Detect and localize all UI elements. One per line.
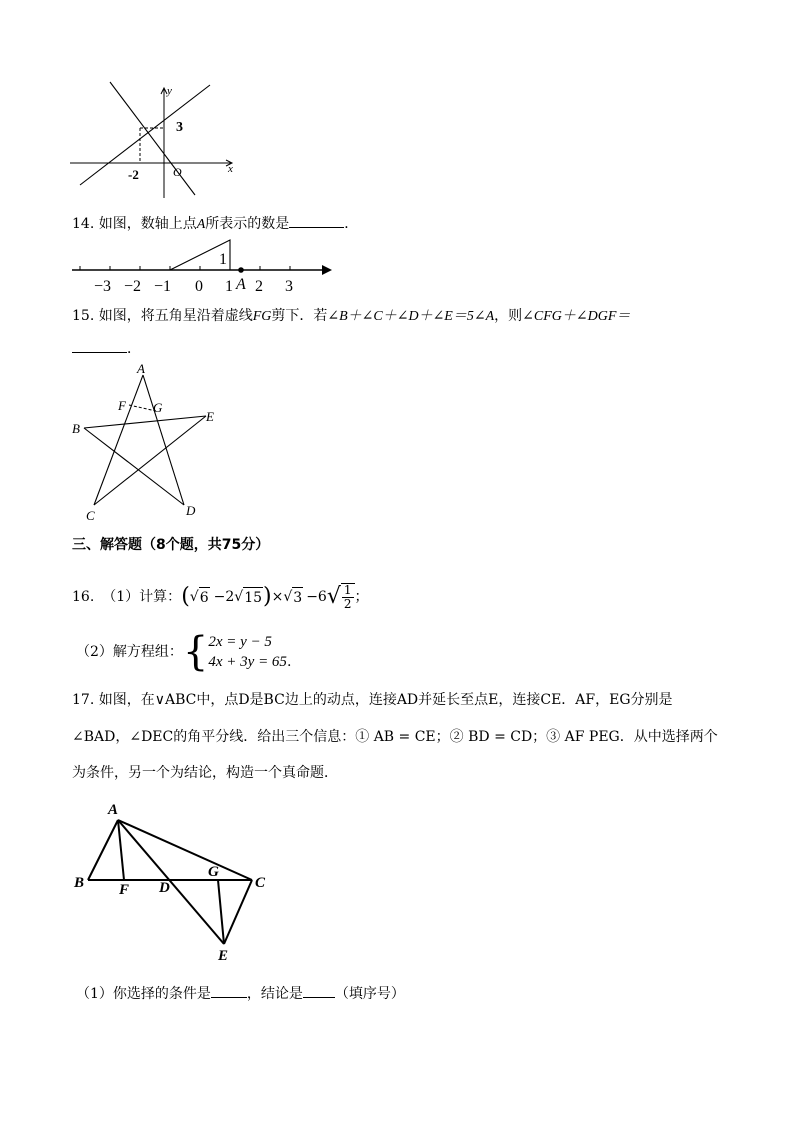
expr-close-paren: ) [263, 584, 272, 609]
fig17-label-b: B [74, 875, 85, 891]
q17-line1 [72, 690, 673, 710]
q15-end: ． [127, 341, 141, 357]
q15-text-c: ，则 [494, 308, 523, 324]
q16-end: . [286, 654, 292, 670]
fig17-label-c: C [255, 875, 266, 891]
sqrt-sign-3: √ [283, 589, 293, 605]
q16-part2-label: （2）解方程组： [76, 644, 183, 660]
q17-sub1-text-c: （填序号） [334, 986, 405, 1002]
q17-number: 17. [72, 692, 95, 708]
radicand-6: 6 [199, 587, 210, 608]
q17-line1-text: 如图，在∨ABC中，点D是BC边上的动点，连接AD并延长至点E，连接CE．AF，EG分别是 [98, 692, 673, 708]
q14-text [72, 213, 358, 235]
equation-2: 4x + 3y = 65 [208, 654, 287, 670]
condition-answer-blank[interactable] [211, 983, 247, 998]
q15-text [72, 306, 630, 327]
point-a-label: A [236, 276, 246, 293]
q15-line-fg: FG [252, 309, 272, 324]
radicand-3: 3 [292, 587, 303, 608]
q16-part1-label: （1）计算： [102, 589, 182, 605]
q14-number: 14. [72, 216, 95, 232]
q15-number: 15. [72, 308, 95, 324]
q17-sub1-text-b: ，结论是 [246, 986, 303, 1002]
q16-number: 16. [72, 589, 95, 605]
q15-answer-blank[interactable] [72, 338, 127, 353]
tick-label-0: 0 [195, 278, 203, 295]
label-neg2: -2 [128, 167, 139, 182]
star-label-f: F [118, 398, 126, 413]
fig17-label-d: D [159, 880, 170, 896]
q14-text-a: 如图，数轴上点 [98, 216, 197, 232]
tick-label-3: 3 [285, 278, 293, 295]
star-label-d: D [186, 503, 196, 518]
star-label-b: B [72, 421, 80, 436]
tick-label-neg2: −2 [124, 278, 142, 295]
axis-x-label: x [228, 163, 233, 175]
q14-text-b: 所表示的数是 [205, 216, 290, 232]
section-three-heading: 三、解答题（8个题，共75分） [72, 537, 270, 553]
q17-line2: ∠BAD，∠DEC的角平分线．给出三个信息：① AB = CE；② BD = CD；③ AF PEG．从中选择两个 [72, 729, 718, 745]
q15-condition: ∠B＋∠C＋∠D＋∠E＝5∠A [327, 309, 495, 324]
q13-coordinate-figure [70, 80, 245, 200]
expr-end: ； [354, 589, 369, 605]
radicand-15: 15 [243, 587, 263, 608]
axis-y-label: y [167, 85, 172, 97]
label-3: 3 [176, 120, 183, 135]
fig17-label-a: A [108, 802, 119, 818]
q15-text-b: 剪下．若 [271, 308, 328, 324]
expr-minus-2: −2 [213, 589, 235, 605]
q17-triangle-figure [70, 798, 285, 963]
star-label-c: C [86, 508, 95, 523]
star-label-e: E [206, 409, 214, 424]
conclusion-answer-blank[interactable] [303, 983, 335, 998]
q14-end: ． [344, 216, 359, 232]
tick-label-2: 2 [255, 278, 263, 295]
expr-open-paren: ( [181, 584, 190, 609]
expr-minus-6: −6 [306, 589, 327, 605]
origin-label: O [173, 165, 182, 179]
q16-part2 [76, 628, 291, 676]
triangle-side-label: 1 [219, 251, 227, 268]
q15-question: ∠CFG＋∠DGF＝ [522, 309, 631, 324]
frac-numerator: 1 [343, 583, 352, 597]
q15-text-a: 如图，将五角星沿着虚线 [98, 308, 253, 324]
expr-times: × [271, 589, 284, 605]
sqrt-sign-1: √ [189, 589, 199, 605]
q17-line3: 为条件，另一个为结论，构造一个真命题． [72, 765, 338, 781]
tick-label-1: 1 [225, 278, 233, 295]
frac-denominator: 2 [343, 597, 352, 611]
fig17-label-g: G [208, 864, 219, 880]
equation-system [208, 632, 287, 672]
tick-label-neg3: −3 [94, 278, 112, 295]
system-brace: { [182, 629, 209, 675]
star-label-g: G [153, 400, 163, 415]
q14-var-a: A [196, 217, 206, 232]
q14-number-line [70, 238, 335, 296]
sqrt-sign-4: √ [326, 584, 341, 609]
q14-answer-blank[interactable] [289, 213, 344, 228]
equation-1: 2x = y − 5 [208, 634, 272, 650]
fig17-label-e: E [218, 948, 229, 963]
q16-part1 [72, 580, 369, 614]
sqrt-sign-2: √ [234, 589, 244, 605]
q15-answer-line [72, 338, 141, 359]
fig17-label-f: F [119, 882, 130, 898]
q15-star-figure [66, 360, 231, 525]
q17-sub1 [76, 983, 405, 1004]
q17-sub1-text-a: （1）你选择的条件是 [76, 986, 211, 1002]
tick-label-neg1: −1 [154, 278, 172, 295]
star-label-a: A [137, 361, 145, 376]
fraction-one-half [341, 583, 355, 611]
